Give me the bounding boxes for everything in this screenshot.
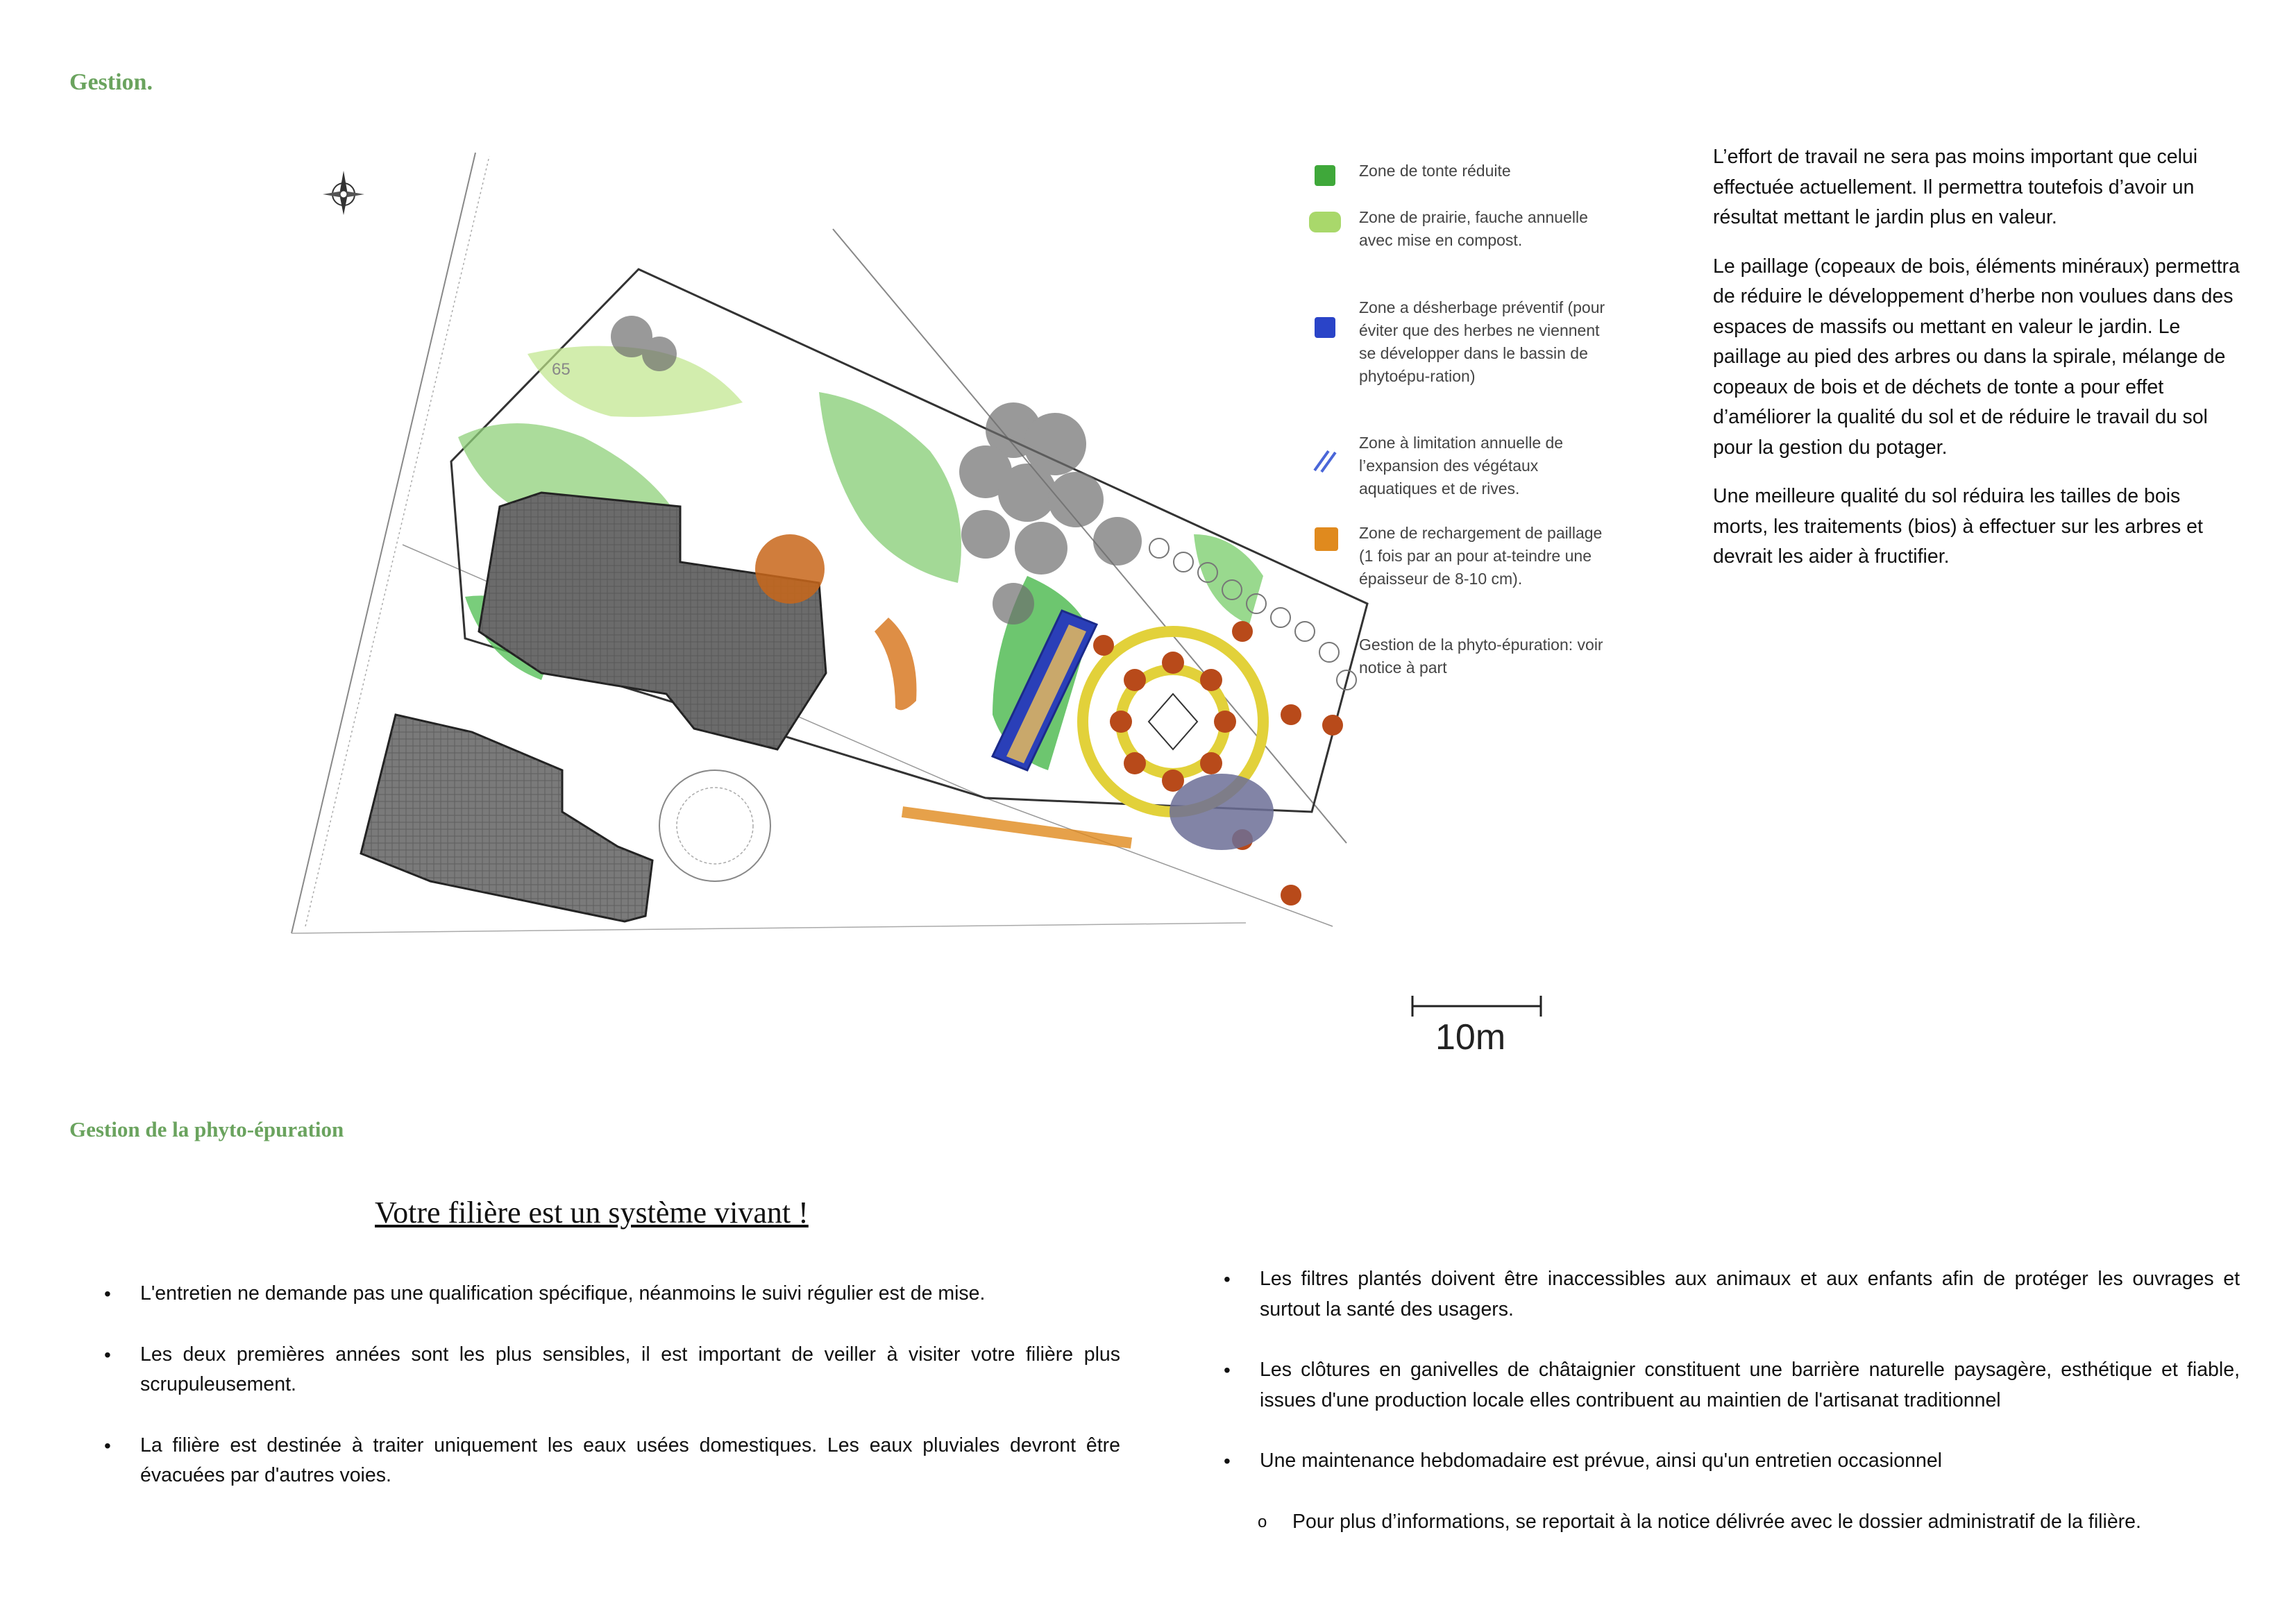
management-text [1713, 142, 2240, 591]
section-title-phyto: Gestion de la phyto-épuration [69, 1117, 344, 1141]
house-roof [479, 493, 826, 749]
legend-item-desherbage: Zone a désherbage préventif (pour éviter que des herbes ne viennent se développer dans le bassin de phytoépu-ration) [1359, 296, 1609, 388]
list-item: • La filière est destinée à traiter uniquement les eaux usées domestiques. Les eaux pluviales devront être évacuées par d'autres voies. [105, 1431, 1120, 1491]
paragraph-sol: Une meilleure qualité du sol réduira les tailles de bois morts, les traitements (bios) à effectuer sur les arbres et devrait les aider à fructifier. [1713, 485, 2203, 568]
weeding-zone-swatch-icon [1315, 317, 1335, 338]
legend-item-tonte: Zone de tonte réduite [1359, 160, 1609, 182]
meadow-zone-swatch-icon [1309, 212, 1341, 232]
list-item: • L'entretien ne demande pas une qualification spécifique, néanmoins le suivi régulier est de mise. [105, 1279, 1120, 1309]
list-item: • Les filtres plantés doivent être inaccessibles aux animaux et aux enfants afin de protéger les ouvrages et surtout la santé des usagers. [1225, 1264, 2240, 1325]
scale-label: 10m [1435, 1017, 1506, 1057]
legend-item-limitation: Zone à limitation annuelle de l’expansion des végétaux aquatiques et de rives. [1359, 432, 1609, 500]
legend-item-phyto: Gestion de la phyto-épuration: voir notice à part [1359, 636, 1603, 677]
right-bullet-list [1225, 1264, 2240, 1507]
legend-item-prairie: Zone de prairie, fauche annuelle avec mise en compost. [1359, 206, 1609, 252]
elevation-label: 65 [552, 360, 571, 379]
list-item: • Les clôtures en ganivelles de châtaignier constituent une barrière naturelle paysagère, esthétique et fiable, issues d'une production locale elles contribuent au maintien de l'artisanat traditionnel [1225, 1355, 2240, 1416]
left-bullet-list [105, 1279, 1120, 1522]
list-item: • Une maintenance hebdomadaire est prévue, ainsi qu'un entretien occasionnel [1225, 1446, 2240, 1477]
mulch-zone-swatch-icon [1315, 527, 1338, 551]
slogan: Votre filière est un système vivant ! [375, 1196, 809, 1230]
list-item: • Les deux premières années sont les plus sensibles, il est important de veiller à visiter votre filière plus scrupuleusement. [105, 1340, 1120, 1400]
sub-bullet-notice: o Pour plus d’informations, se reportait à la notice délivrée avec le dossier administratif de la filière. [1292, 1507, 2141, 1538]
section-title-gestion: Gestion. [69, 69, 153, 95]
mown-zone-swatch-icon [1315, 165, 1335, 186]
paragraph-effort: L’effort de travail ne sera pas moins important que celui effectuée actuellement. Il permettra toutefois d’avoir un résultat mettant le jardin plus en valeur. [1713, 146, 2198, 228]
paragraph-paillage: Le paillage (copeaux de bois, éléments minéraux) permettra de réduire le développement d’herbe non voulues dans des espaces de massifs ou mettant en valeur le jardin. Le paillage au pied des arbres ou dans la spirale, mélange de copeaux de bois et de déchets de tonte a pour effet d’améliorer la qualité du sol et de réduire le travail du sol pour la gestion du potager. [1713, 255, 2240, 459]
aquatic-zone-hatch-icon [1312, 445, 1340, 473]
scale-bar [1412, 996, 1541, 1017]
legend-item-paillage: Zone de rechargement de paillage (1 fois par an pour at-teindre une épaisseur de 8-10 cm). [1359, 522, 1609, 590]
north-arrow-icon [323, 171, 364, 215]
